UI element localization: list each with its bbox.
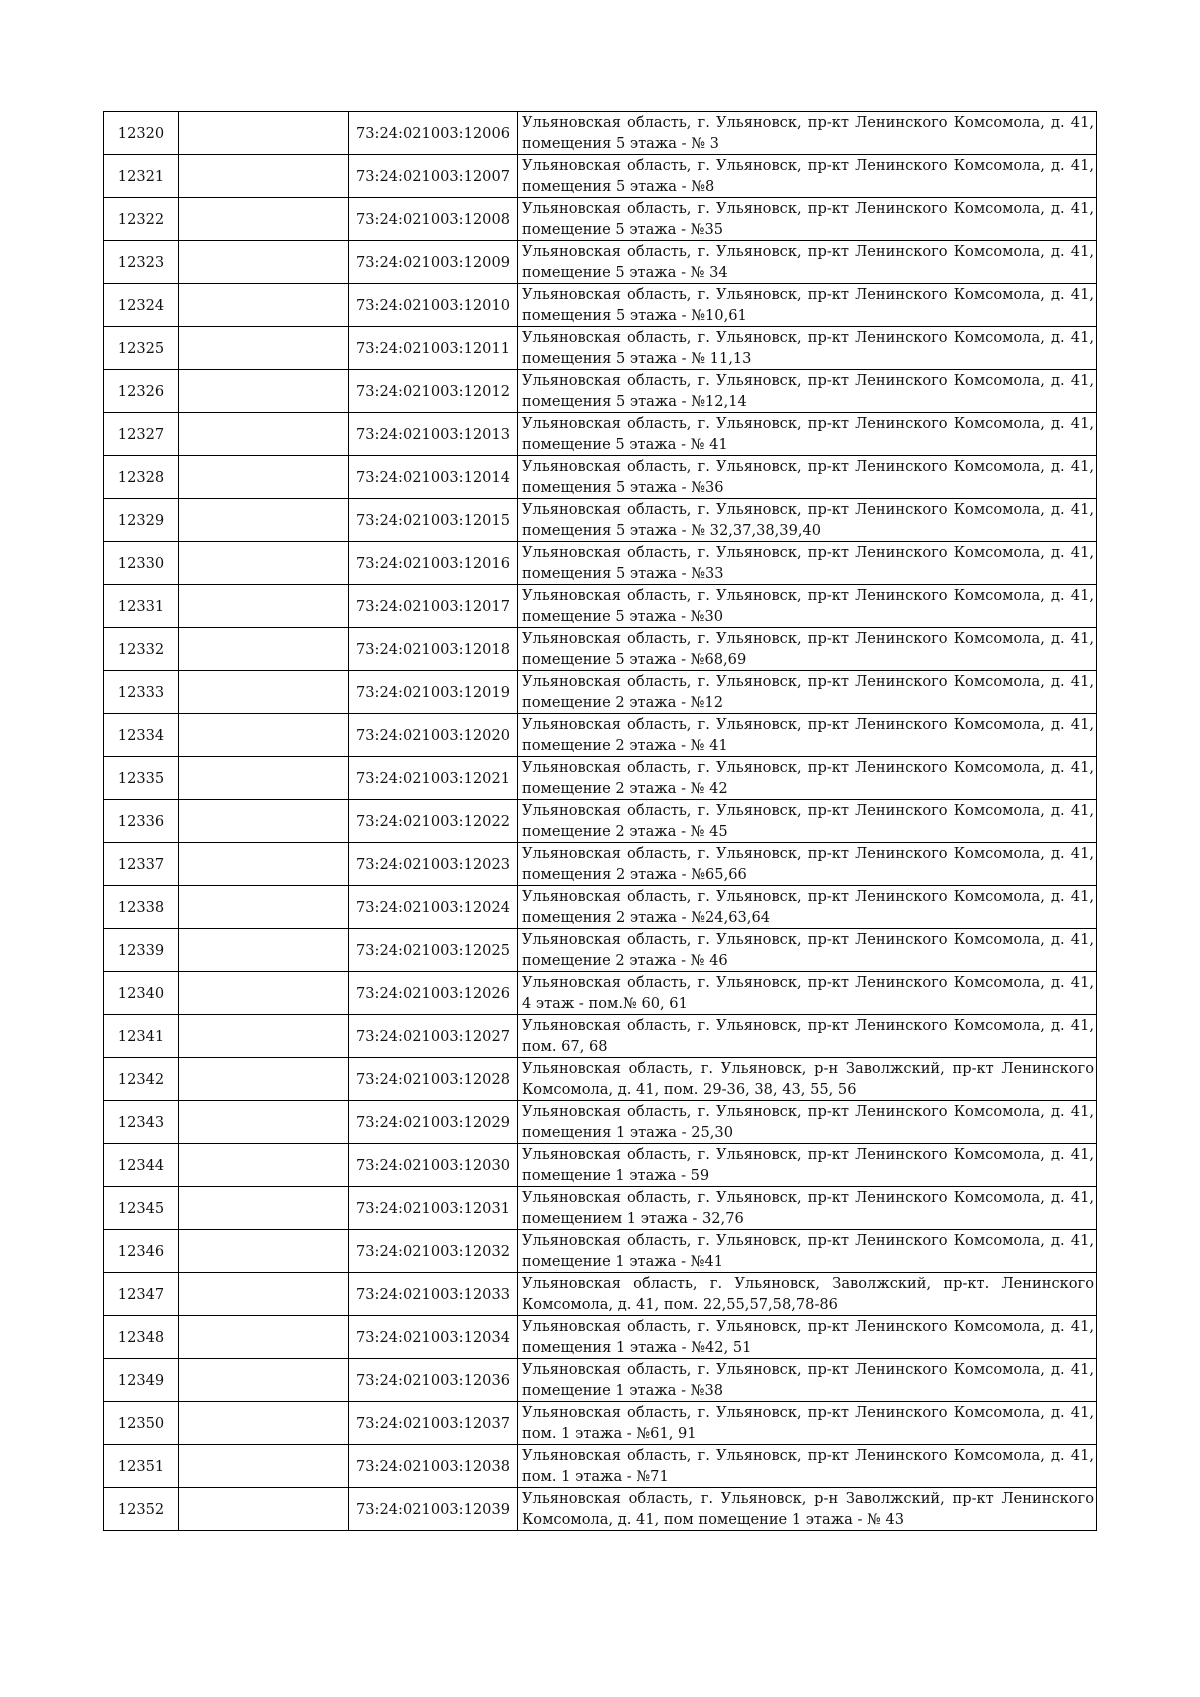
address-cell xyxy=(518,757,1097,800)
address-cell xyxy=(518,1015,1097,1058)
address-text: Ульяновская область, г. Ульяновск, пр-кт Ленинского Комсомола, д. 41, помещение 1 этажа - №41 xyxy=(522,1232,1094,1270)
property-table xyxy=(103,111,1097,1531)
empty-cell xyxy=(179,1230,349,1273)
empty-cell xyxy=(179,456,349,499)
cadastral-number-cell: 73:24:021003:12021 xyxy=(349,757,518,800)
row-number-cell: 12350 xyxy=(104,1402,179,1445)
empty-cell xyxy=(179,370,349,413)
address-text: Ульяновская область, г. Ульяновск, пр-кт Ленинского Комсомола, д. 41, помещения 5 этажа - №12,14 xyxy=(522,372,1094,410)
table-row xyxy=(104,327,1097,370)
row-number-cell: 12329 xyxy=(104,499,179,542)
cadastral-number-cell: 73:24:021003:12038 xyxy=(349,1445,518,1488)
address-text: Ульяновская область, г. Ульяновск, пр-кт Ленинского Комсомола, д. 41, пом. 67, 68 xyxy=(522,1017,1094,1055)
table-row xyxy=(104,1230,1097,1273)
table-row xyxy=(104,972,1097,1015)
empty-cell xyxy=(179,327,349,370)
address-text: Ульяновская область, г. Ульяновск, пр-кт Ленинского Комсомола, д. 41, помещения 5 этажа - №33 xyxy=(522,544,1094,582)
empty-cell xyxy=(179,714,349,757)
cadastral-number-cell: 73:24:021003:12022 xyxy=(349,800,518,843)
table-row xyxy=(104,1058,1097,1101)
address-text: Ульяновская область, г. Ульяновск, пр-кт Ленинского Комсомола, д. 41, пом. 1 этажа - №61, 91 xyxy=(522,1404,1094,1442)
address-text: Ульяновская область, г. Ульяновск, пр-кт Ленинского Комсомола, д. 41, помещения 5 этажа - № 11,13 xyxy=(522,329,1094,367)
empty-cell xyxy=(179,1144,349,1187)
row-number-cell: 12330 xyxy=(104,542,179,585)
row-number-cell: 12327 xyxy=(104,413,179,456)
address-text: Ульяновская область, г. Ульяновск, пр-кт Ленинского Комсомола, д. 41, помещение 5 этажа - №68,69 xyxy=(522,630,1094,668)
cadastral-number-cell: 73:24:021003:12024 xyxy=(349,886,518,929)
cadastral-number-cell: 73:24:021003:12017 xyxy=(349,585,518,628)
address-text: Ульяновская область, г. Ульяновск, пр-кт Ленинского Комсомола, д. 41, пом. 1 этажа - №71 xyxy=(522,1447,1094,1485)
table-row xyxy=(104,112,1097,155)
empty-cell xyxy=(179,499,349,542)
empty-cell xyxy=(179,1402,349,1445)
cadastral-number-cell: 73:24:021003:12011 xyxy=(349,327,518,370)
address-text: Ульяновская область, г. Ульяновск, р-н Заволжский, пр-кт Ленинского Комсомола, д. 41, пом. 29-36, 38, 43, 55, 56 xyxy=(522,1060,1094,1098)
row-number-cell: 12343 xyxy=(104,1101,179,1144)
table-row xyxy=(104,1101,1097,1144)
empty-cell xyxy=(179,972,349,1015)
table-row xyxy=(104,413,1097,456)
address-cell xyxy=(518,1445,1097,1488)
cadastral-number-cell: 73:24:021003:12037 xyxy=(349,1402,518,1445)
row-number-cell: 12333 xyxy=(104,671,179,714)
table-row xyxy=(104,456,1097,499)
address-cell xyxy=(518,1058,1097,1101)
row-number-cell: 12337 xyxy=(104,843,179,886)
cadastral-number-cell: 73:24:021003:12008 xyxy=(349,198,518,241)
row-number-cell: 12325 xyxy=(104,327,179,370)
cadastral-number-cell: 73:24:021003:12010 xyxy=(349,284,518,327)
row-number-cell: 12348 xyxy=(104,1316,179,1359)
address-cell xyxy=(518,1402,1097,1445)
empty-cell xyxy=(179,1058,349,1101)
row-number-cell: 12334 xyxy=(104,714,179,757)
empty-cell xyxy=(179,671,349,714)
address-text: Ульяновская область, г. Ульяновск, пр-кт Ленинского Комсомола, д. 41, помещения 5 этажа - №36 xyxy=(522,458,1094,496)
empty-cell xyxy=(179,585,349,628)
table-row xyxy=(104,714,1097,757)
row-number-cell: 12320 xyxy=(104,112,179,155)
address-cell xyxy=(518,413,1097,456)
address-cell xyxy=(518,198,1097,241)
empty-cell xyxy=(179,1316,349,1359)
address-text: Ульяновская область, г. Ульяновск, р-н Заволжский, пр-кт Ленинского Комсомола, д. 41, пом помещение 1 этажа - № 43 xyxy=(522,1490,1094,1528)
address-cell xyxy=(518,929,1097,972)
cadastral-number-cell: 73:24:021003:12009 xyxy=(349,241,518,284)
address-text: Ульяновская область, г. Ульяновск, пр-кт Ленинского Комсомола, д. 41, помещением 1 этажа - 32,76 xyxy=(522,1189,1094,1227)
address-cell xyxy=(518,155,1097,198)
address-cell xyxy=(518,628,1097,671)
table-row xyxy=(104,198,1097,241)
address-text: Ульяновская область, г. Ульяновск, пр-кт Ленинского Комсомола, д. 41, помещение 1 этажа - №38 xyxy=(522,1361,1094,1399)
cadastral-number-cell: 73:24:021003:12007 xyxy=(349,155,518,198)
address-cell xyxy=(518,327,1097,370)
empty-cell xyxy=(179,155,349,198)
address-text: Ульяновская область, г. Ульяновск, пр-кт Ленинского Комсомола, д. 41, помещение 5 этажа - №30 xyxy=(522,587,1094,625)
cadastral-number-cell: 73:24:021003:12029 xyxy=(349,1101,518,1144)
address-cell xyxy=(518,1230,1097,1273)
empty-cell xyxy=(179,1101,349,1144)
address-cell xyxy=(518,843,1097,886)
empty-cell xyxy=(179,198,349,241)
empty-cell xyxy=(179,1445,349,1488)
cadastral-number-cell: 73:24:021003:12006 xyxy=(349,112,518,155)
row-number-cell: 12339 xyxy=(104,929,179,972)
empty-cell xyxy=(179,757,349,800)
row-number-cell: 12326 xyxy=(104,370,179,413)
table-row xyxy=(104,1488,1097,1531)
cadastral-number-cell: 73:24:021003:12023 xyxy=(349,843,518,886)
row-number-cell: 12338 xyxy=(104,886,179,929)
address-cell xyxy=(518,1144,1097,1187)
address-cell xyxy=(518,585,1097,628)
row-number-cell: 12349 xyxy=(104,1359,179,1402)
empty-cell xyxy=(179,1187,349,1230)
empty-cell xyxy=(179,1488,349,1531)
cadastral-number-cell: 73:24:021003:12019 xyxy=(349,671,518,714)
table-row xyxy=(104,585,1097,628)
row-number-cell: 12347 xyxy=(104,1273,179,1316)
address-text: Ульяновская область, г. Ульяновск, пр-кт Ленинского Комсомола, д. 41, помещение 5 этажа - № 34 xyxy=(522,243,1094,281)
address-cell xyxy=(518,972,1097,1015)
empty-cell xyxy=(179,413,349,456)
address-text: Ульяновская область, г. Ульяновск, пр-кт Ленинского Комсомола, д. 41, помещение 2 этажа - №12 xyxy=(522,673,1094,711)
row-number-cell: 12342 xyxy=(104,1058,179,1101)
cadastral-number-cell: 73:24:021003:12025 xyxy=(349,929,518,972)
address-text: Ульяновская область, г. Ульяновск, Заволжский, пр-кт. Ленинского Комсомола, д. 41, пом. 22,55,57,58,78-86 xyxy=(522,1275,1094,1313)
address-text: Ульяновская область, г. Ульяновск, пр-кт Ленинского Комсомола, д. 41, помещения 1 этажа - 25,30 xyxy=(522,1103,1094,1141)
address-text: Ульяновская область, г. Ульяновск, пр-кт Ленинского Комсомола, д. 41, помещения 5 этажа - № 3 xyxy=(522,114,1094,152)
table-row xyxy=(104,1445,1097,1488)
address-text: Ульяновская область, г. Ульяновск, пр-кт Ленинского Комсомола, д. 41, 4 этаж - пом.№ 60, 61 xyxy=(522,974,1094,1012)
address-cell xyxy=(518,370,1097,413)
empty-cell xyxy=(179,284,349,327)
cadastral-number-cell: 73:24:021003:12026 xyxy=(349,972,518,1015)
address-cell xyxy=(518,1488,1097,1531)
address-cell xyxy=(518,499,1097,542)
address-text: Ульяновская область, г. Ульяновск, пр-кт Ленинского Комсомола, д. 41, помещение 1 этажа - 59 xyxy=(522,1146,1094,1184)
empty-cell xyxy=(179,886,349,929)
table-row xyxy=(104,499,1097,542)
cadastral-number-cell: 73:24:021003:12020 xyxy=(349,714,518,757)
row-number-cell: 12336 xyxy=(104,800,179,843)
cadastral-number-cell: 73:24:021003:12012 xyxy=(349,370,518,413)
empty-cell xyxy=(179,1359,349,1402)
empty-cell xyxy=(179,929,349,972)
address-cell xyxy=(518,1101,1097,1144)
cadastral-number-cell: 73:24:021003:12016 xyxy=(349,542,518,585)
address-text: Ульяновская область, г. Ульяновск, пр-кт Ленинского Комсомола, д. 41, помещение 5 этажа - №35 xyxy=(522,200,1094,238)
cadastral-number-cell: 73:24:021003:12013 xyxy=(349,413,518,456)
table-body xyxy=(104,112,1097,1531)
row-number-cell: 12328 xyxy=(104,456,179,499)
cadastral-number-cell: 73:24:021003:12036 xyxy=(349,1359,518,1402)
cadastral-number-cell: 73:24:021003:12015 xyxy=(349,499,518,542)
address-cell xyxy=(518,886,1097,929)
table-row xyxy=(104,1359,1097,1402)
table-row xyxy=(104,671,1097,714)
table-row xyxy=(104,1316,1097,1359)
row-number-cell: 12352 xyxy=(104,1488,179,1531)
cadastral-number-cell: 73:24:021003:12030 xyxy=(349,1144,518,1187)
row-number-cell: 12323 xyxy=(104,241,179,284)
empty-cell xyxy=(179,843,349,886)
table-row xyxy=(104,886,1097,929)
cadastral-number-cell: 73:24:021003:12032 xyxy=(349,1230,518,1273)
cadastral-number-cell: 73:24:021003:12018 xyxy=(349,628,518,671)
row-number-cell: 12341 xyxy=(104,1015,179,1058)
cadastral-number-cell: 73:24:021003:12014 xyxy=(349,456,518,499)
address-text: Ульяновская область, г. Ульяновск, пр-кт Ленинского Комсомола, д. 41, помещения 5 этажа - №8 xyxy=(522,157,1094,195)
empty-cell xyxy=(179,241,349,284)
empty-cell xyxy=(179,1015,349,1058)
table-row xyxy=(104,628,1097,671)
table-row xyxy=(104,1015,1097,1058)
row-number-cell: 12345 xyxy=(104,1187,179,1230)
empty-cell xyxy=(179,112,349,155)
row-number-cell: 12344 xyxy=(104,1144,179,1187)
address-cell xyxy=(518,1273,1097,1316)
address-cell xyxy=(518,112,1097,155)
empty-cell xyxy=(179,628,349,671)
address-text: Ульяновская область, г. Ульяновск, пр-кт Ленинского Комсомола, д. 41, помещения 1 этажа - №42, 51 xyxy=(522,1318,1094,1356)
row-number-cell: 12332 xyxy=(104,628,179,671)
table-row xyxy=(104,155,1097,198)
address-cell xyxy=(518,241,1097,284)
table-row xyxy=(104,757,1097,800)
address-cell xyxy=(518,671,1097,714)
cadastral-number-cell: 73:24:021003:12033 xyxy=(349,1273,518,1316)
address-text: Ульяновская область, г. Ульяновск, пр-кт Ленинского Комсомола, д. 41, помещение 5 этажа - № 41 xyxy=(522,415,1094,453)
cadastral-number-cell: 73:24:021003:12034 xyxy=(349,1316,518,1359)
address-text: Ульяновская область, г. Ульяновск, пр-кт Ленинского Комсомола, д. 41, помещения 5 этажа - №10,61 xyxy=(522,286,1094,324)
address-cell xyxy=(518,1187,1097,1230)
empty-cell xyxy=(179,542,349,585)
table-row xyxy=(104,370,1097,413)
address-cell xyxy=(518,1359,1097,1402)
row-number-cell: 12324 xyxy=(104,284,179,327)
table-row xyxy=(104,1187,1097,1230)
table-row xyxy=(104,284,1097,327)
empty-cell xyxy=(179,800,349,843)
address-text: Ульяновская область, г. Ульяновск, пр-кт Ленинского Комсомола, д. 41, помещение 2 этажа - № 46 xyxy=(522,931,1094,969)
cadastral-number-cell: 73:24:021003:12028 xyxy=(349,1058,518,1101)
row-number-cell: 12335 xyxy=(104,757,179,800)
address-cell xyxy=(518,284,1097,327)
row-number-cell: 12346 xyxy=(104,1230,179,1273)
address-text: Ульяновская область, г. Ульяновск, пр-кт Ленинского Комсомола, д. 41, помещение 2 этажа - № 41 xyxy=(522,716,1094,754)
row-number-cell: 12331 xyxy=(104,585,179,628)
address-text: Ульяновская область, г. Ульяновск, пр-кт Ленинского Комсомола, д. 41, помещения 5 этажа - № 32,37,38,39,40 xyxy=(522,501,1094,539)
empty-cell xyxy=(179,1273,349,1316)
address-cell xyxy=(518,1316,1097,1359)
table-row xyxy=(104,843,1097,886)
table-row xyxy=(104,929,1097,972)
table-row xyxy=(104,1144,1097,1187)
row-number-cell: 12351 xyxy=(104,1445,179,1488)
table-row xyxy=(104,542,1097,585)
table-row xyxy=(104,1273,1097,1316)
address-text: Ульяновская область, г. Ульяновск, пр-кт Ленинского Комсомола, д. 41, помещение 2 этажа - № 45 xyxy=(522,802,1094,840)
address-cell xyxy=(518,542,1097,585)
table-row xyxy=(104,241,1097,284)
address-cell xyxy=(518,456,1097,499)
address-cell xyxy=(518,714,1097,757)
cadastral-number-cell: 73:24:021003:12031 xyxy=(349,1187,518,1230)
row-number-cell: 12340 xyxy=(104,972,179,1015)
row-number-cell: 12321 xyxy=(104,155,179,198)
cadastral-number-cell: 73:24:021003:12039 xyxy=(349,1488,518,1531)
cadastral-number-cell: 73:24:021003:12027 xyxy=(349,1015,518,1058)
address-text: Ульяновская область, г. Ульяновск, пр-кт Ленинского Комсомола, д. 41, помещение 2 этажа - № 42 xyxy=(522,759,1094,797)
table-row xyxy=(104,800,1097,843)
address-text: Ульяновская область, г. Ульяновск, пр-кт Ленинского Комсомола, д. 41, помещения 2 этажа - №24,63,64 xyxy=(522,888,1094,926)
address-cell xyxy=(518,800,1097,843)
row-number-cell: 12322 xyxy=(104,198,179,241)
table-row xyxy=(104,1402,1097,1445)
address-text: Ульяновская область, г. Ульяновск, пр-кт Ленинского Комсомола, д. 41, помещения 2 этажа - №65,66 xyxy=(522,845,1094,883)
